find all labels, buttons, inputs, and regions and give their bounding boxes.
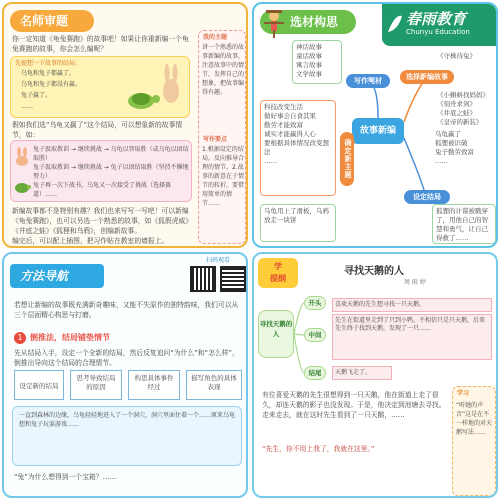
flow-step-2: 思考导致结局的原因 [70, 370, 122, 400]
theme-item-2: 做好事会自食其果 [264, 112, 316, 120]
sidebar-text: 讲一个熟悉的故事新编的故事，注意故事中的情节，发挥自己的想象，把故事编得有趣。 [202, 44, 245, 96]
branch-genre: 写作题材 [346, 74, 390, 88]
ending-item-1: 乌龟赢了 [435, 130, 461, 138]
logo-english: Chunyu Education [406, 28, 470, 36]
stage-end: 结尾 [304, 366, 326, 380]
sidebar-title-2: 写作要点 [203, 136, 228, 143]
story-item-5: 《皇帝的新装》 [437, 118, 483, 126]
stage-end-text: 天鹅飞走了。 [332, 366, 392, 380]
theme-item-1: 科技改变生活 [264, 103, 303, 111]
qr-label: 扫码观看 [205, 257, 230, 264]
theme-item-6: …… [264, 157, 277, 165]
genre-item-3: 寓言故事 [296, 61, 322, 69]
stage-start: 开头 [304, 296, 326, 310]
paragraph-illustrate: 编完后，可以配上插图，把习作贴在教室的墙报上。 [12, 237, 169, 245]
option-1: 乌龟和兔子都赢了。 [21, 70, 76, 77]
ending-item-4: …… [435, 157, 448, 165]
dialog-line: “先生，你不用上我了，我就在这里。” [262, 445, 375, 453]
logo-chinese: 春雨教育 [406, 10, 467, 28]
theme-example: 乌龟用上了滑板，乌鸦放走一块饼 [260, 204, 336, 242]
ending-options-box [10, 56, 190, 118]
genre-item-2: 童话故事 [296, 52, 322, 60]
branch-new-theme: 确定新主题 [340, 132, 354, 186]
flow-step-4: 描写角色的具体表现 [186, 370, 242, 400]
body-paragraph: 有位喜爱天鹅的先生很想得到一只天鹅，他在街道上走了很久，却连天鹅的影子也没发现。于是，他决定到池塘去寻找。走来走去，就在这时先生看到了一只天鹅，…… [262, 391, 446, 419]
paragraph-new-story: 新编故事都不是特别有趣？我们也来写写一写吧！可以新编《龟兔赛跑》，也可以另选一个熟悉的故事，如《狐假虎威》《井底之蛙》《狐狸和乌鸦》，创编新故事。 [12, 207, 193, 235]
plot-2: 兔子汲取教训 → 继续挑战 → 兔子以团结取胜（坚持不懈地努力） [33, 164, 189, 180]
badge-line-1: 学 [274, 262, 282, 271]
tip-title: 倒推法，结局铺垫情节 [30, 333, 110, 342]
panel-material-selection [252, 2, 498, 248]
genre-item-4: 文学故事 [296, 70, 322, 78]
mindmap-connectors [254, 4, 498, 248]
stage-middle-text: 先生在街道里走到了只到小鸭，不相信只是只天鹅，后来先生终于找到天鹅，发现了一只…… [332, 314, 492, 360]
note-paragraph: “兔”为什么想得到一个宝箱？…… [14, 473, 117, 481]
mindmap-center: 故事新编 [352, 118, 404, 144]
example-text: 一直到森林的边缘，乌龟轻轻地进入了一个洞穴，洞穴里面住着一个……原来乌龟想和兔子玩耍游戏…… [19, 412, 236, 428]
hint-text: 先提想一下故事的结局： [15, 60, 82, 67]
sidebar-study-text: “听她的声音”这是在不一样地的对天鹅写法…… [456, 402, 493, 436]
stage-middle: 中间 [304, 328, 326, 342]
section-header-fangfa: 方法导航 [10, 264, 104, 288]
theme-item-3: 勤劳才能致富 [264, 121, 303, 129]
qr-code-icon[interactable] [190, 266, 216, 292]
section-header-mingshi: 名师审题 [10, 10, 94, 32]
intro-paragraph: 若想让新编的故事既充满新奇趣味，又能不失原作的独特韵味，我们可以从三个层面精心构思与打磨。 [14, 301, 239, 319]
ending-example: 狐狸的计谋被戳穿了，用他自己的智慧和勇气，让自己得救了…… [432, 204, 496, 244]
badge-line-2: 提纲 [270, 274, 286, 283]
panel-method-guide [2, 252, 248, 498]
turtle-rabbit-illustration [121, 63, 187, 113]
story-item-4: 《井底之蛙》 [437, 109, 476, 117]
option-2: 乌龟和兔子都没有赢。 [21, 81, 82, 88]
sidebar-study [452, 386, 496, 496]
flow-step-1: 设定新的结局 [14, 370, 64, 400]
plot-3: 兔子再一次下战书，乌龟又一次接受了挑战（选择赛道）…… [33, 182, 172, 198]
panel-outline [252, 252, 498, 498]
sidebar-title: 我的主题 [203, 34, 228, 41]
option-3: 兔子赢了。 [21, 92, 52, 99]
plot-options-box [10, 140, 192, 202]
ending-item-3: 兔子勤劳致富 [435, 148, 474, 156]
plot-1: 兔子汲取教训 → 继续挑战 → 乌龟以智取胜（或乌龟以团结取胜） [33, 146, 189, 162]
sidebar-text-2: 1.根据设定的结局，反向推导合理的情节。2.故事的新意在于情节的转折，要借用简单的情节…… [202, 146, 245, 207]
sidebar-study-title: 学习 [457, 390, 470, 397]
genre-item-1: 神话故事 [296, 43, 322, 51]
option-4: …… [21, 103, 33, 110]
story-item-3: 《刻舟求剑》 [437, 100, 476, 108]
stage-start-text: 喜欢天鹅的先生想寻找一只天鹅。 [332, 298, 492, 312]
rabbit-icon [13, 147, 31, 167]
outline-root: 寻找天鹅的人 [258, 310, 294, 358]
branch-choose-story: 选择新编故事 [400, 70, 454, 84]
turtle-icon [13, 179, 31, 195]
article-title: 寻找天鹅的人 [344, 266, 404, 277]
flow-step-3: 构思具体事件经过 [128, 370, 180, 400]
branch-set-ending: 设定结局 [404, 190, 450, 204]
tip-number-badge: 1 [14, 332, 26, 344]
example-box [12, 406, 242, 466]
theme-item-5: 要根据具体情况改变想法 [264, 139, 329, 156]
panel-famous-teacher [2, 2, 248, 248]
qr-code-icon-2[interactable] [220, 266, 246, 292]
theme-item-4: 诚实才能赢得人心 [264, 130, 316, 138]
intro-paragraph: 你一定知道《龟兔赛跑》的故事吧！如果让你重新编一个龟兔赛跑的故事，你会怎么编呢？ [12, 35, 189, 53]
tip-text: 先从结局入手，设定一个全新的结局，然后反复追问“为什么”和“怎么样”，倒推出导向这个结局的合理情节。 [14, 349, 239, 367]
story-item-1: 《守株待兔》 [437, 52, 476, 60]
story-item-2: 《小蝌蚪找妈妈》 [437, 91, 489, 99]
sidebar-my-topic [198, 30, 246, 244]
paragraph-assume: 假如我们选“乌龟又赢了”这个结局，可以想象新的故事情节，如： [12, 121, 183, 139]
section-header-xuancai: 选材构思 [260, 10, 356, 34]
ending-item-2: 狐狸被识破 [435, 139, 468, 147]
article-author: 周 雨 婷 [404, 279, 426, 286]
outline-connectors [254, 254, 498, 394]
